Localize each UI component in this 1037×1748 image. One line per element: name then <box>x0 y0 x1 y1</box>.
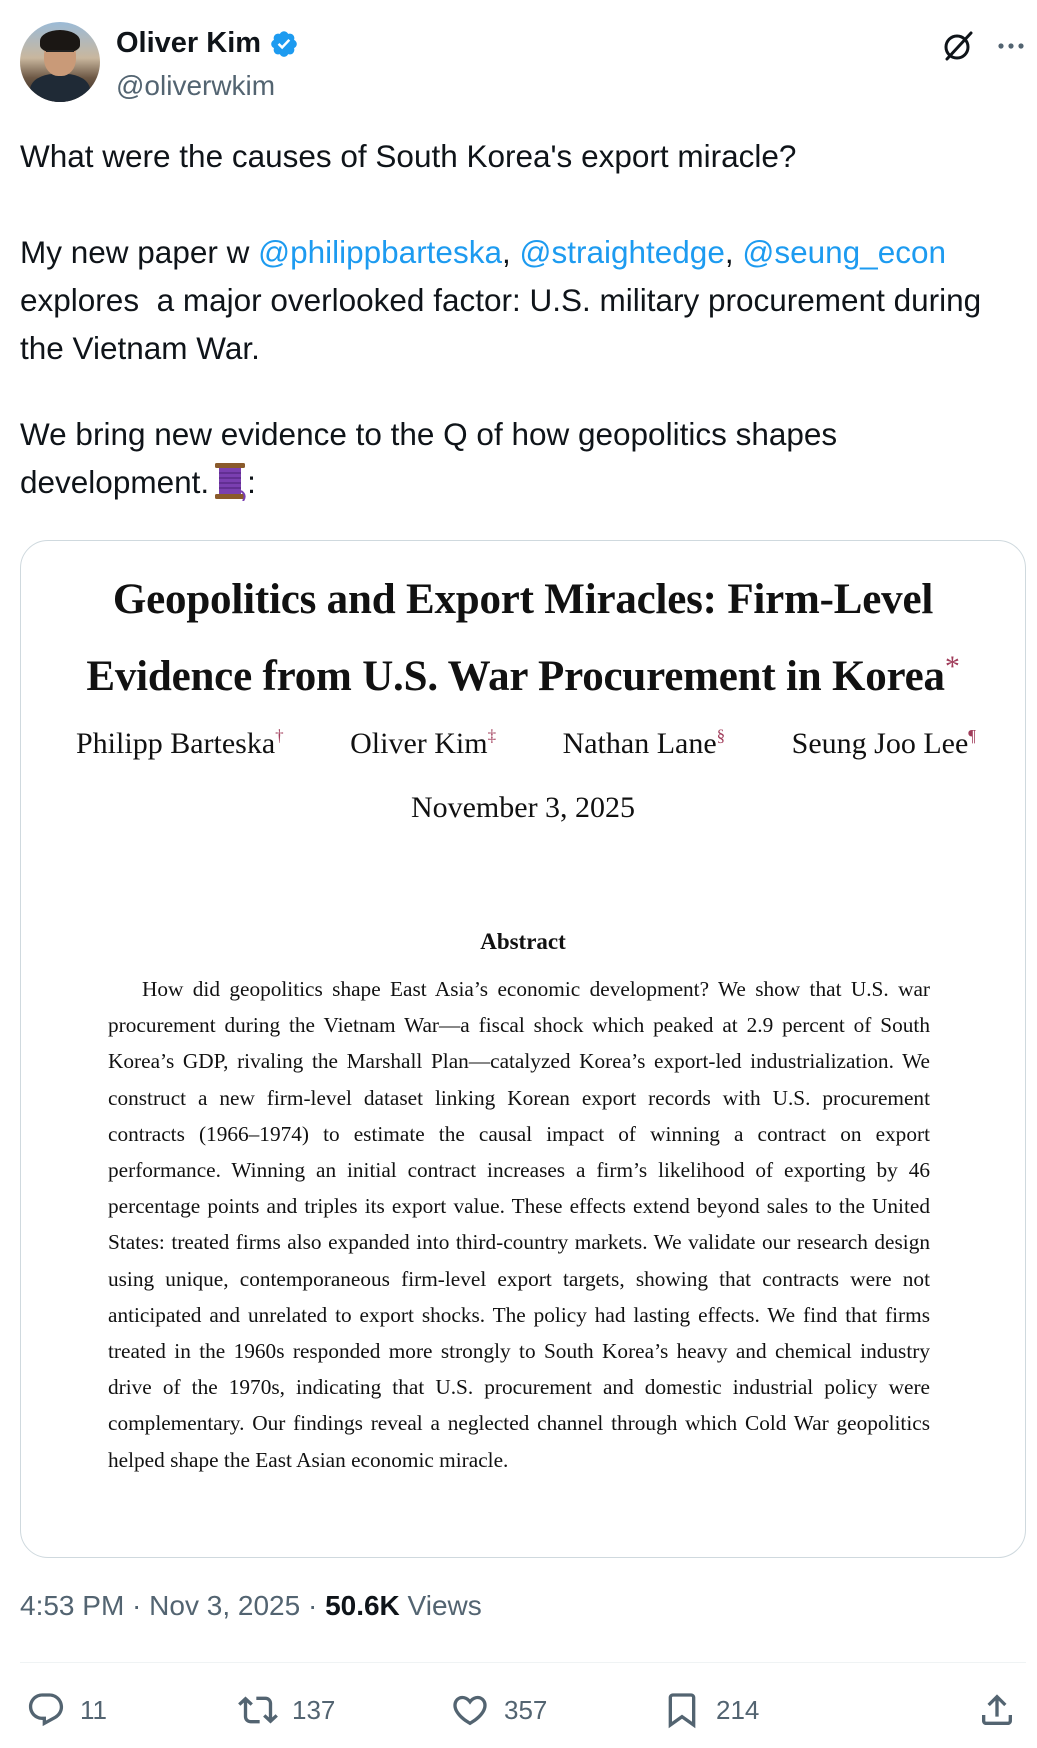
repost-icon <box>238 1690 278 1730</box>
author-name: Seung Joo Lee <box>791 727 969 760</box>
paragraph-text: We bring new evidence to the Q of how geopolitics shapes development. <box>20 416 846 500</box>
avatar-body <box>30 74 90 102</box>
avatar-hair <box>40 30 80 52</box>
paragraph-rest: explores a major overlooked factor: U.S. military procurement during the Vietnam War. <box>20 282 990 366</box>
paper-title <box>21 566 1025 710</box>
author-name: Nathan Lane <box>562 727 717 760</box>
paper-date: November 3, 2025 <box>410 791 636 824</box>
paper-title-line-2 <box>21 633 1025 710</box>
repost-count: 137 <box>292 1694 336 1725</box>
author-footnote-mark: ¶ <box>968 726 976 745</box>
abstract-heading: Abstract <box>480 929 566 954</box>
repost-button[interactable] <box>238 1690 335 1730</box>
author-handle[interactable]: @oliverwkim <box>116 70 276 101</box>
mention-straightedge[interactable]: @straightedge <box>519 234 725 270</box>
paper-title-line-1: Geopolitics and Export Miracles: Firm-Level <box>112 576 934 623</box>
tweet-paragraph-paper <box>20 228 1020 372</box>
blank-line <box>20 180 1020 228</box>
avatar-glasses <box>46 50 74 57</box>
heart-icon <box>450 1690 490 1730</box>
paper-authors <box>76 726 976 761</box>
paper-page <box>21 541 1025 1557</box>
views-count: 50.6K <box>325 1590 400 1621</box>
attached-image[interactable] <box>20 540 1026 1558</box>
tweet-time[interactable]: 4:53 PM <box>20 1590 125 1621</box>
author-footnote-mark: † <box>275 726 284 745</box>
tweet-meta <box>20 1590 482 1622</box>
author-name-row[interactable] <box>116 27 299 60</box>
author-footnote-mark: ‡ <box>487 726 497 745</box>
mention-philippbarteska[interactable]: @philippbarteska <box>258 234 502 270</box>
more-icon[interactable] <box>993 28 1029 64</box>
paper-title-line-2-text: Evidence from U.S. War Procurement in Korea <box>86 653 945 700</box>
mention-seung-econ[interactable]: @seung_econ <box>742 234 947 270</box>
abstract-text: How did geopolitics shape East Asia’s economic development? We show that U.S. war procurement during the Vietnam War—a fiscal shock which peaked at 2.9 percent of South Korea’s GDP, rivaling the Marshall Plan—catalyzed Korea’s export-led industrialization. We construct a new firm-level dataset linking Korean export records with U.S. procurement contracts (1966–1974) to estimate the causal impact of winning a contract on export performance. Winning an initial contract increases a firm’s likelihood of exporting by 46 percentage points and triples its export value. These effects extend beyond sales to the United States: treated firms also expanded into third-country markets. We validate our research design using unique, contemporaneous firm-level export targets, showing that contracts were not anticipated and unrelated to export shocks. The policy had lasting effects. We find that firms treated in the 1960s responded more strongly to South Korea’s heavy and chemical industry drive of the 1970s, indicating that U.S. procurement and domestic industrial policy were complementary. Our findings reveal a neglected channel through which Cold War geopolitics helped shape the East Asian economic miracle. <box>108 977 930 1472</box>
author-footnote-mark: § <box>716 726 726 745</box>
author-name[interactable]: Oliver Kim <box>116 27 262 59</box>
title-footnote-mark: * <box>944 650 960 683</box>
tweet-date[interactable]: Nov 3, 2025 <box>149 1590 301 1621</box>
paragraph-end: : <box>247 464 256 500</box>
reply-button[interactable] <box>26 1690 107 1730</box>
share-button[interactable] <box>977 1690 1017 1730</box>
author-name: Oliver Kim <box>350 727 488 760</box>
share-icon <box>977 1690 1017 1730</box>
verified-badge-icon <box>269 29 299 59</box>
paper-author <box>76 726 284 761</box>
tweet-paragraph-evidence <box>20 410 1020 506</box>
tweet-line-question: What were the causes of South Korea's export miracle? <box>20 138 797 174</box>
bookmark-count: 214 <box>716 1694 760 1725</box>
paper-author <box>792 726 976 761</box>
tweet-text <box>20 132 1020 506</box>
meta-dot: · <box>300 1590 326 1621</box>
reply-icon <box>26 1690 66 1730</box>
divider <box>20 1662 1026 1663</box>
separator: , <box>501 234 520 270</box>
bookmark-icon <box>662 1690 702 1730</box>
separator: , <box>724 234 743 270</box>
paper-author <box>563 726 726 761</box>
thread-spool-icon <box>213 461 247 501</box>
like-count: 357 <box>504 1694 548 1725</box>
blank-line <box>20 372 1020 410</box>
meta-dot: · <box>124 1590 150 1621</box>
avatar[interactable] <box>20 22 100 102</box>
paper-author <box>350 726 496 761</box>
action-bar <box>0 1690 1037 1738</box>
grok-icon[interactable] <box>940 28 976 64</box>
author-name: Philipp Barteska <box>76 727 276 760</box>
paragraph-prefix: My new paper w <box>20 234 259 270</box>
reply-count: 11 <box>80 1694 107 1725</box>
bookmark-button[interactable] <box>662 1690 759 1730</box>
views-label: Views <box>399 1590 482 1621</box>
like-button[interactable] <box>450 1690 547 1730</box>
